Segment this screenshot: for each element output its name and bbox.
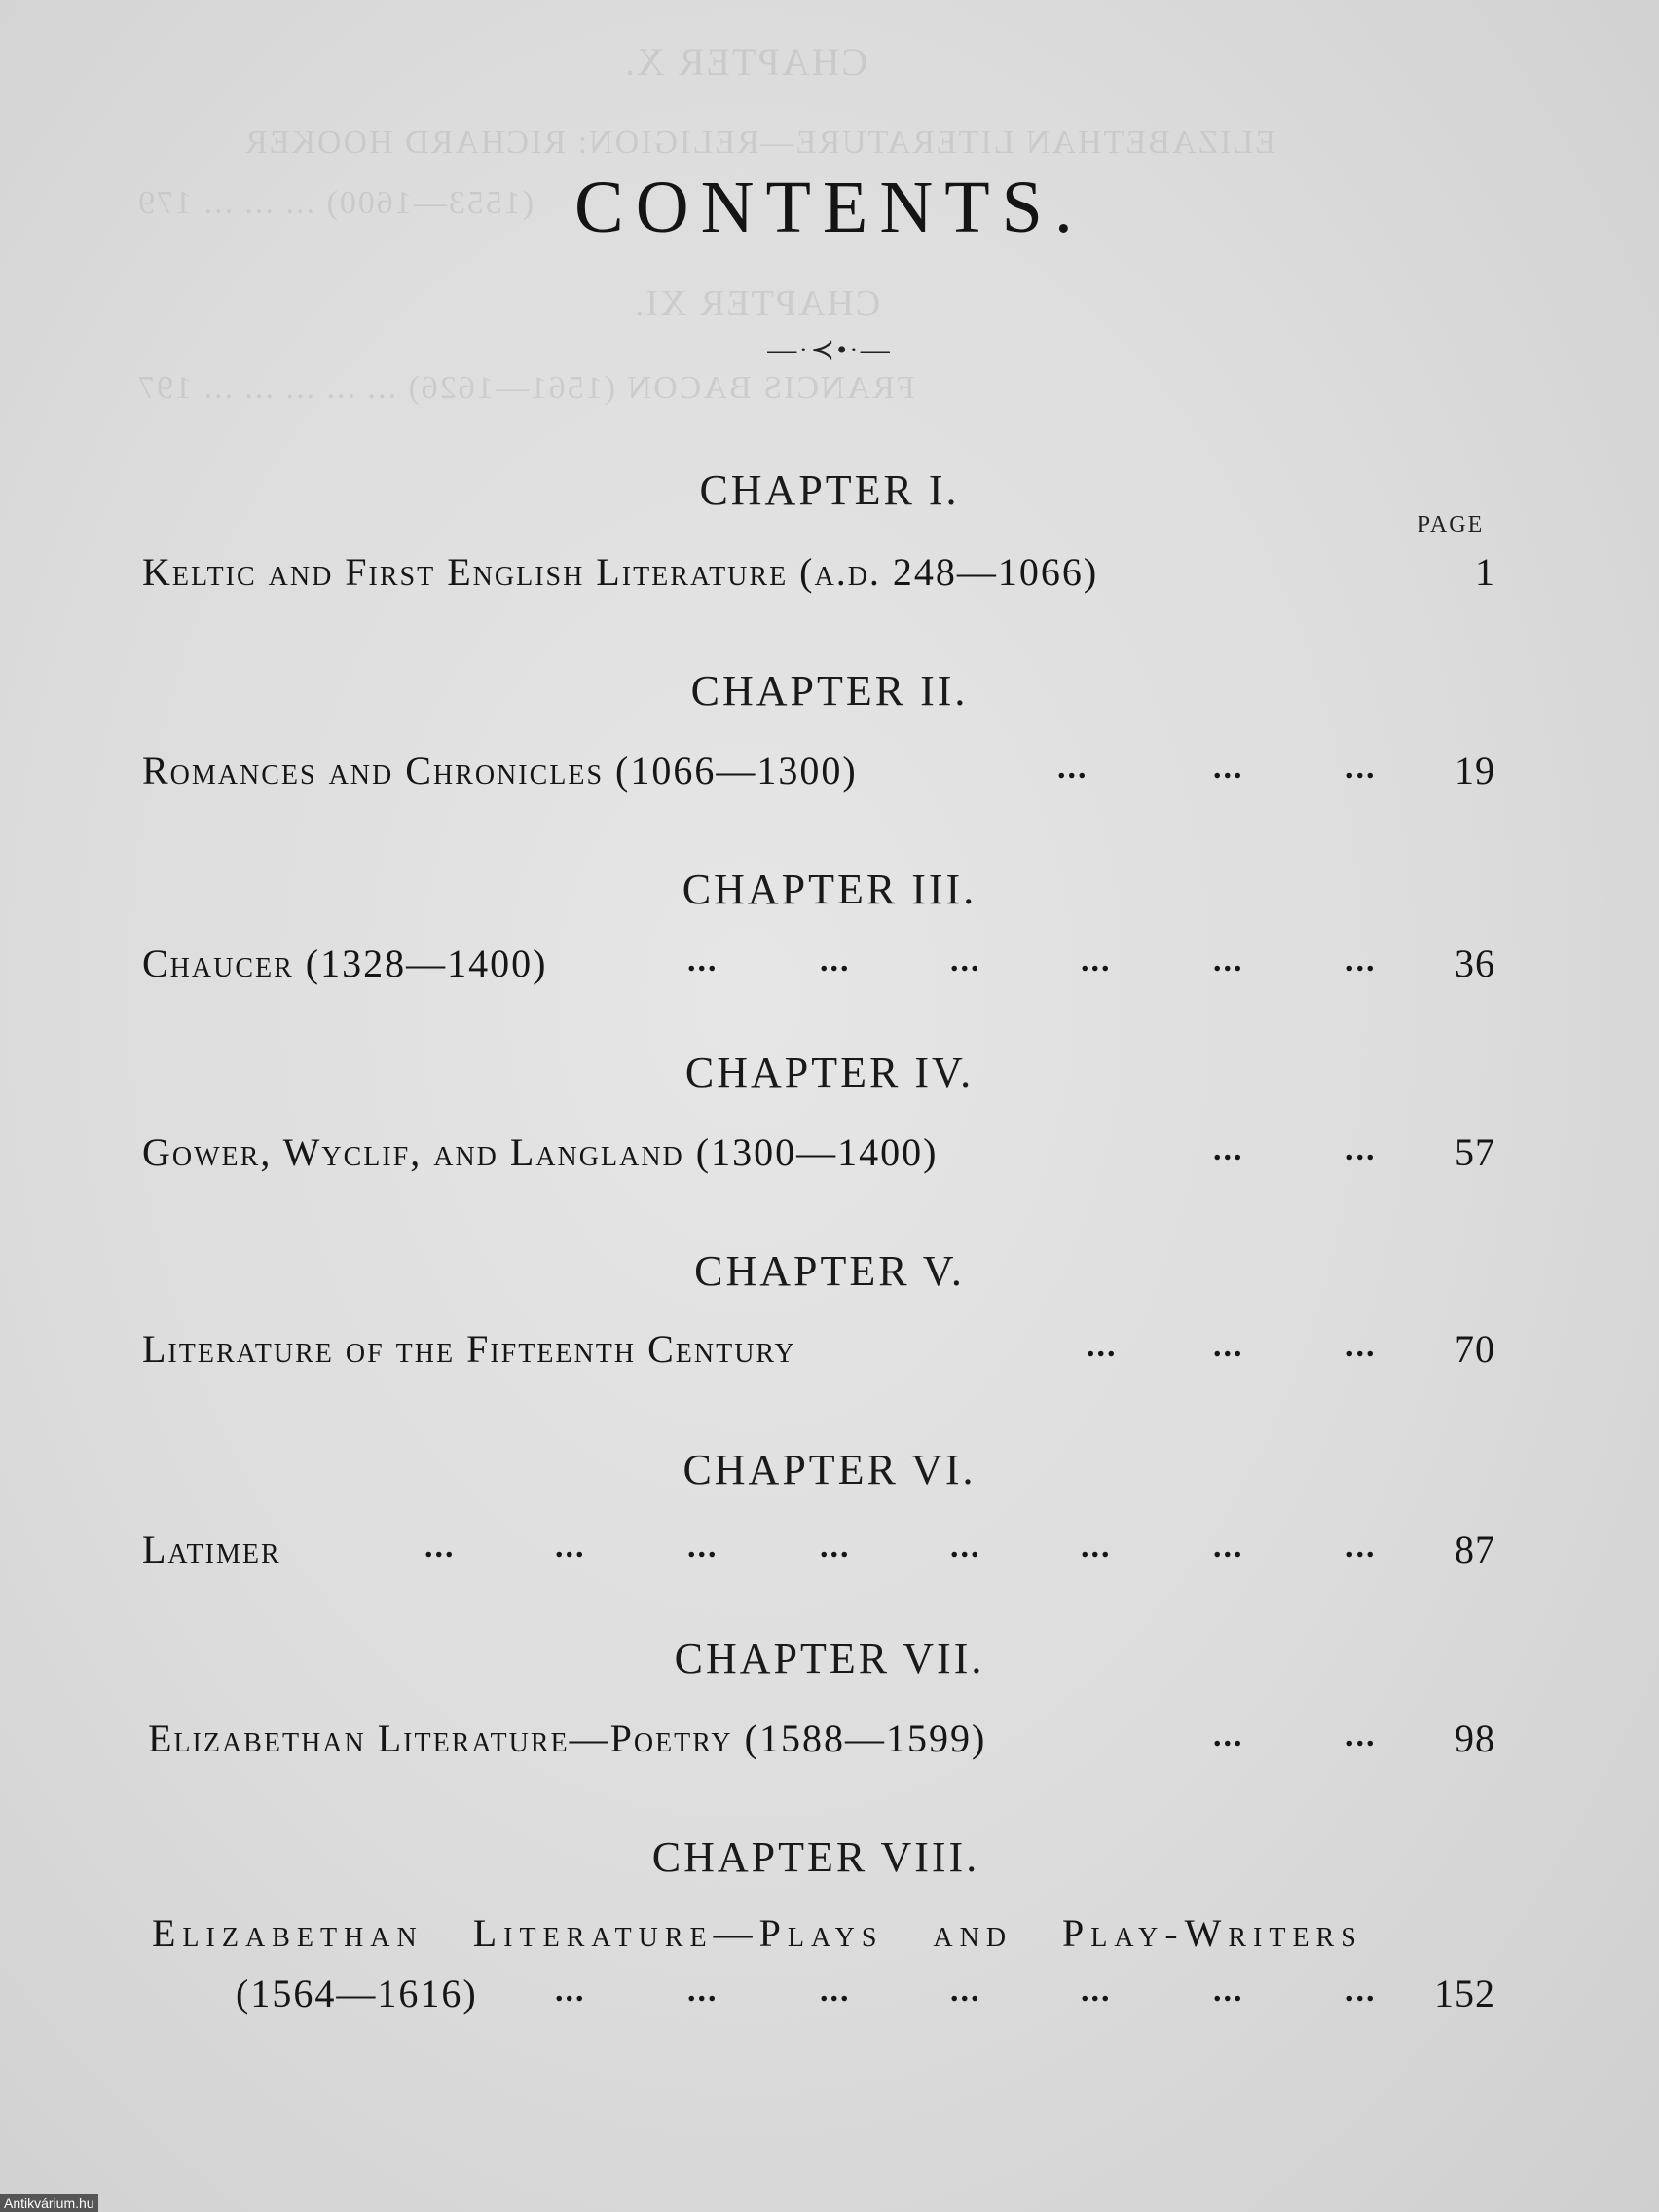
- chapter-heading: CHAPTER I.: [699, 466, 960, 514]
- entry-title: Romances and Chronicles (1066—1300): [142, 749, 858, 793]
- chapter-heading: CHAPTER V.: [694, 1247, 965, 1295]
- dot-leader: ...: [1087, 1328, 1118, 1364]
- chapter-heading: CHAPTER II.: [690, 667, 969, 715]
- bleed-through-text: CHAPTER XI.: [633, 283, 881, 324]
- dot-leader: ...: [555, 1529, 586, 1565]
- dot-leader: ...: [1346, 942, 1377, 978]
- entry-title: Elizabethan Literature—Poetry (1588—1599): [148, 1716, 987, 1760]
- entry-title: Latimer: [142, 1528, 281, 1571]
- entry-title: Literature of the Fifteenth Century: [142, 1327, 796, 1371]
- entry-title: Elizabethan Literature—Plays and Play-Writers: [152, 1911, 1363, 1955]
- dot-leader: ...: [1346, 1131, 1377, 1167]
- entry-title: Keltic and First English Literature (a.d. 248—1066): [142, 550, 1099, 594]
- dot-leader: ...: [1213, 1328, 1244, 1364]
- page-number: 152: [1434, 1972, 1495, 2015]
- watermark: Antikvárium.hu: [0, 2194, 98, 2212]
- entry-title: Gower, Wyclif, and Langland (1300—1400): [142, 1130, 939, 1174]
- chapter-heading: CHAPTER VII.: [674, 1635, 985, 1682]
- dot-leader: ...: [1213, 1972, 1244, 2009]
- dot-leader: ...: [820, 1972, 851, 2009]
- bleed-through-text: FRANCIS BACON (1561—1626) ... ... ... ... ... 197: [136, 370, 915, 406]
- dot-leader: ...: [687, 1972, 719, 2009]
- page-column-label: PAGE: [1417, 512, 1485, 537]
- dot-leader: ...: [1346, 1529, 1377, 1565]
- page-number: 57: [1455, 1130, 1495, 1174]
- page-number: 1: [1475, 550, 1495, 594]
- dot-leader: ...: [1081, 1972, 1112, 2009]
- dot-leader: ...: [1057, 750, 1088, 786]
- page-title: CONTENTS.: [574, 166, 1085, 248]
- toc-entry: [142, 940, 1495, 986]
- dot-leader: ...: [820, 1529, 851, 1565]
- page-number: 36: [1455, 941, 1495, 985]
- page-number: 70: [1455, 1327, 1495, 1371]
- page-number: 19: [1455, 749, 1495, 793]
- entry-title-continued: (1564—1616): [236, 1972, 478, 2015]
- dot-leader: ...: [687, 942, 719, 978]
- dot-leader: ...: [424, 1529, 456, 1565]
- toc-entry: [142, 748, 1495, 793]
- chapter-heading: CHAPTER VIII.: [651, 1833, 980, 1881]
- dot-leader: ...: [1346, 1328, 1377, 1364]
- entry-title: Chaucer (1328—1400): [142, 941, 548, 985]
- dot-leader: ...: [1346, 1717, 1377, 1753]
- dot-leader: ...: [555, 1972, 586, 2009]
- chapter-heading: CHAPTER III.: [682, 866, 977, 913]
- toc-entry: [142, 1527, 1495, 1572]
- dot-leader: ...: [1213, 1529, 1244, 1565]
- dot-leader: ...: [687, 1529, 719, 1565]
- dot-leader: ...: [1213, 942, 1244, 978]
- dot-leader: ...: [1213, 1717, 1244, 1753]
- dot-leader: ...: [1346, 1972, 1377, 2009]
- toc-entry: [142, 1129, 1495, 1175]
- dot-leader: ...: [1346, 750, 1377, 786]
- bleed-through-text: (1553—1600) ... ... ... 179: [136, 185, 535, 221]
- dot-leader: ...: [950, 942, 981, 978]
- bleed-through-text: ELIZABETHAN LITERATURE—RELIGION: RICHARD HOOKER: [243, 125, 1276, 161]
- dot-leader: ...: [1081, 942, 1112, 978]
- toc-entry: [148, 1715, 1495, 1761]
- bleed-through-text: CHAPTER X.: [623, 40, 868, 84]
- dot-leader: ...: [950, 1972, 981, 2009]
- toc-entry: [152, 1910, 1495, 1956]
- toc-entry: [142, 1326, 1495, 1372]
- ornament-divider: —·≺•·—: [767, 334, 892, 366]
- dot-leader: ...: [1081, 1529, 1112, 1565]
- dot-leader: ...: [820, 942, 851, 978]
- page-number: 98: [1455, 1716, 1495, 1760]
- chapter-heading: CHAPTER IV.: [684, 1049, 975, 1096]
- dot-leader: ...: [1213, 750, 1244, 786]
- dot-leader: ...: [1213, 1131, 1244, 1167]
- page-number: 87: [1455, 1528, 1495, 1571]
- dot-leader: ...: [950, 1529, 981, 1565]
- chapter-heading: CHAPTER VI.: [682, 1446, 977, 1493]
- toc-entry: [142, 549, 1495, 595]
